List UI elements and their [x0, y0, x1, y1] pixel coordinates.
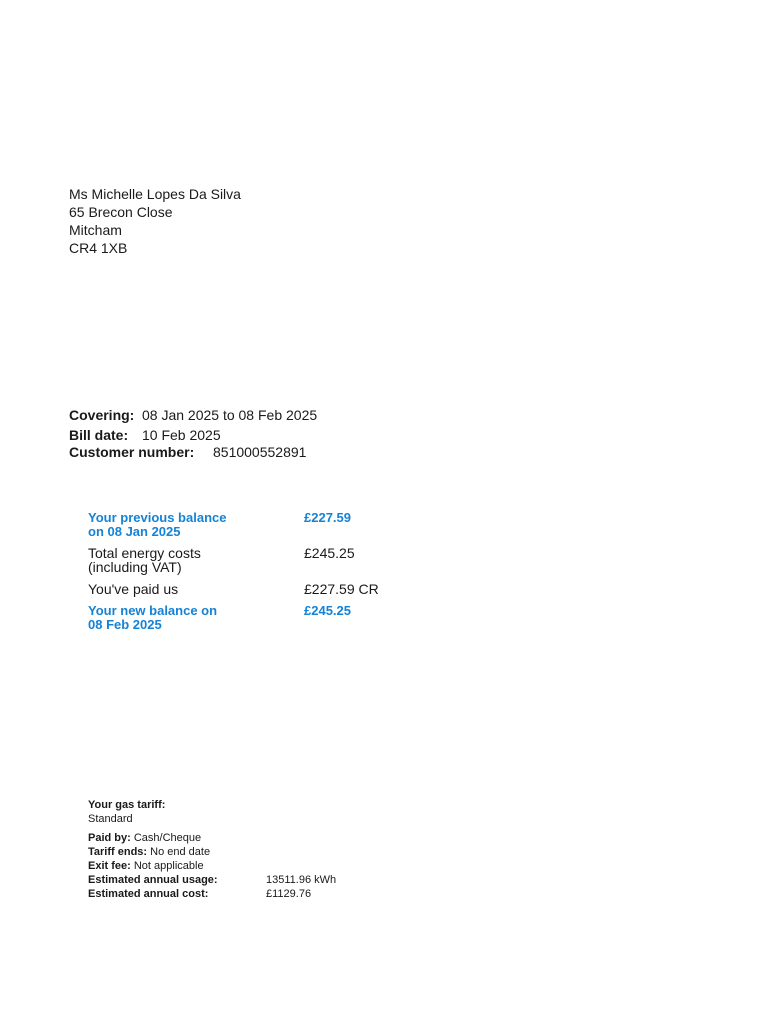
- new-balance-amount: £245.25: [304, 603, 351, 618]
- recipient-address: [69, 185, 241, 257]
- tariff-title: Your gas tariff:: [88, 799, 166, 811]
- energy-costs-amount: £245.25: [304, 545, 355, 561]
- usage-label: Estimated annual usage:: [88, 874, 218, 886]
- covering-value: 08 Jan 2025 to 08 Feb 2025: [142, 407, 318, 423]
- cost-value: £1129.76: [266, 888, 312, 900]
- previous-balance-amount: £227.59: [304, 510, 351, 525]
- tariff-ends-value: No end date: [150, 846, 211, 858]
- paid-by-row: [88, 831, 201, 845]
- tariff-name: Standard: [88, 813, 133, 825]
- new-balance-label-line1: Your new balance on: [88, 603, 218, 618]
- exit-fee-label: Exit fee:: [88, 860, 131, 872]
- bill-date-row: [69, 427, 221, 443]
- previous-balance-label: [88, 511, 288, 539]
- paid-by-label: Paid by:: [88, 832, 131, 844]
- energy-costs-label-line1: Total energy costs: [88, 545, 201, 561]
- cost-label: Estimated annual cost:: [88, 888, 209, 900]
- tariff-ends-row: [88, 845, 210, 859]
- usage-row: [88, 873, 218, 887]
- exit-fee-value: Not applicable: [133, 860, 204, 872]
- energy-costs-label: [88, 546, 288, 574]
- new-balance-label: [88, 604, 288, 632]
- address-postcode: CR4 1XB: [69, 240, 128, 256]
- customer-number-value: 851000552891: [213, 444, 307, 460]
- cost-row: [88, 887, 208, 901]
- covering-row: [69, 407, 318, 423]
- tariff-ends-label: Tariff ends:: [88, 846, 148, 858]
- new-balance-label-line2: 08 Feb 2025: [88, 617, 162, 632]
- paid-by-value: Cash/Cheque: [133, 832, 202, 844]
- previous-balance-label-line2: on 08 Jan 2025: [88, 524, 181, 539]
- recipient-name: Ms Michelle Lopes Da Silva: [69, 186, 241, 202]
- energy-costs-label-line2: (including VAT): [88, 559, 182, 575]
- bill-date-value: 10 Feb 2025: [142, 427, 221, 443]
- paid-label: You've paid us: [88, 581, 179, 597]
- customer-number-row: [69, 444, 307, 460]
- usage-value: 13511.96 kWh: [266, 874, 337, 886]
- paid-amount: £227.59 CR: [304, 581, 379, 597]
- previous-balance-label-line1: Your previous balance: [88, 510, 227, 525]
- exit-fee-row: [88, 859, 204, 873]
- address-line-2: Mitcham: [69, 222, 122, 238]
- address-line-1: 65 Brecon Close: [69, 204, 173, 220]
- customer-number-label: Customer number:: [69, 444, 195, 460]
- bill-date-label: Bill date:: [69, 427, 129, 443]
- covering-label: Covering:: [69, 407, 135, 423]
